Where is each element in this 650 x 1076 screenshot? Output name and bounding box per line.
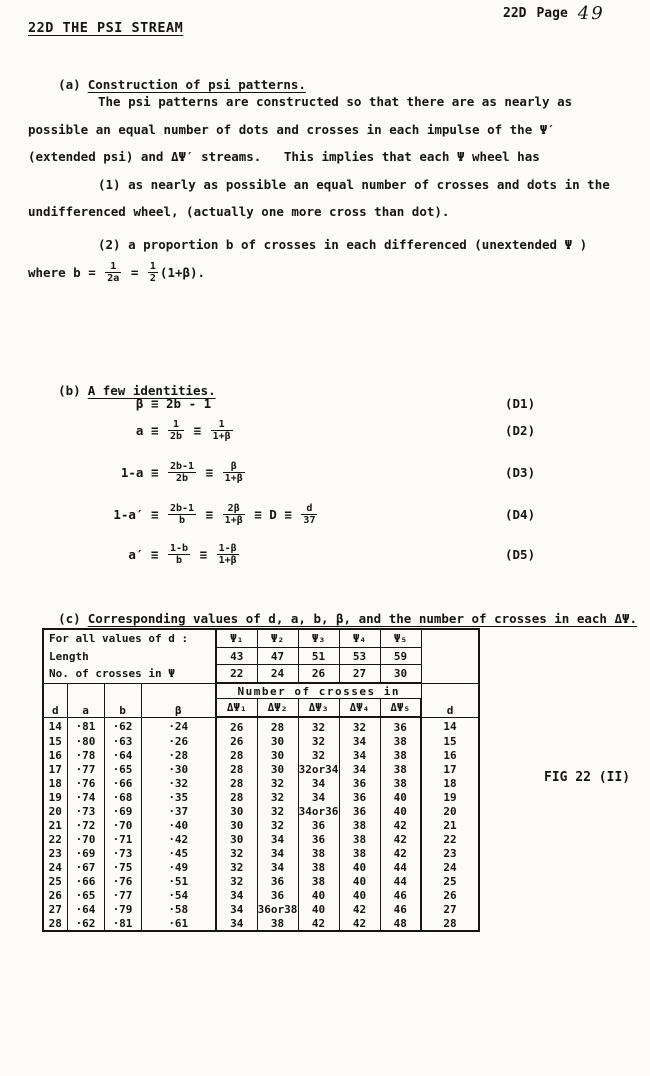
fraction: $\frac{\beta}{1+\beta}$: [224, 460, 243, 484]
table-cell: 42: [298, 916, 339, 931]
table-cell: 28: [43, 916, 67, 931]
equation-lhs: 1-a′ ≡: [113, 506, 166, 522]
table-cell: 38: [298, 874, 339, 888]
table-cell: 38: [257, 916, 298, 931]
table-cell: ·30: [141, 762, 216, 776]
table-cell: 30: [216, 832, 257, 846]
equation-text: ≡: [198, 464, 221, 480]
table-row-psi-headers: [43, 629, 479, 648]
table-cell: 36: [339, 776, 380, 790]
table-cell: 19: [43, 790, 67, 804]
table-cell: 38: [339, 818, 380, 832]
table-cell: ·37: [141, 804, 216, 818]
table-cell: ·40: [141, 818, 216, 832]
table-cell: 44: [380, 860, 421, 874]
section-a-label: (a): [58, 77, 81, 92]
table-cell: 34: [216, 888, 257, 902]
table-cell: 20: [421, 804, 479, 818]
table-cell: 38: [380, 762, 421, 776]
table-cell: 46: [380, 888, 421, 902]
table-cell: 20: [43, 804, 67, 818]
table-cell: 40: [298, 902, 339, 916]
length-value: 59: [380, 648, 421, 665]
psi-column-header: Ψ₂: [257, 629, 298, 648]
table-cell: 28: [216, 790, 257, 804]
table-cell: 34: [298, 776, 339, 790]
table-cell: ·79: [104, 902, 141, 916]
table-row: [43, 776, 479, 790]
table-cell: 38: [380, 748, 421, 762]
paragraph-line: (1) as nearly as possible an equal number of crosses and dots in the: [98, 176, 610, 192]
table-cell: 38: [339, 846, 380, 860]
fraction: $\frac{d}{37}$: [303, 502, 316, 526]
table-cell: 44: [380, 874, 421, 888]
table-cell: ·77: [104, 888, 141, 902]
table-cell: 19: [421, 790, 479, 804]
table-cell: 32: [216, 874, 257, 888]
table-cell: 48: [380, 916, 421, 931]
table-row: [43, 888, 479, 902]
table-cell: 26: [216, 717, 257, 734]
fraction: $\frac{1}{2}$: [149, 260, 156, 284]
table-cell: 18: [43, 776, 67, 790]
equation-text: ≡: [198, 506, 221, 522]
equation-lhs: β ≡: [135, 395, 166, 411]
fraction: $\frac{1-\beta}{1+\beta}$: [218, 542, 237, 566]
table-cell: 36: [339, 804, 380, 818]
table-cell: 36: [339, 790, 380, 804]
table-cell: ·73: [104, 846, 141, 860]
section-b-heading-text: A few identities.: [87, 383, 216, 398]
table-cell: 30: [216, 804, 257, 818]
page-header: [503, 3, 605, 24]
table-cell: ·62: [67, 916, 104, 931]
table-row: [43, 804, 479, 818]
table-cell: 26: [216, 734, 257, 748]
equation-text: =: [123, 264, 146, 280]
table-cell: 38: [380, 776, 421, 790]
table-row: [43, 902, 479, 916]
table-cell: ·64: [67, 902, 104, 916]
table-cell: ·69: [104, 804, 141, 818]
table-cell: 23: [43, 846, 67, 860]
psi-column-header: Ψ₄: [339, 629, 380, 648]
table-cell: 26: [43, 888, 67, 902]
document-title: 22D THE PSI STREAM: [28, 20, 184, 36]
table-cell: ·76: [67, 776, 104, 790]
table-cell: 34: [339, 734, 380, 748]
table-cell: ·42: [141, 832, 216, 846]
table-cell: 28: [421, 916, 479, 931]
fraction: $\frac{1}{2a}$: [107, 260, 120, 284]
table-cell: ·35: [141, 790, 216, 804]
equation-label: (D4): [505, 506, 536, 522]
equation-text: (1+β).: [159, 264, 206, 280]
table-row: [43, 818, 479, 832]
table-cell: 38: [298, 846, 339, 860]
table-cell: 18: [421, 776, 479, 790]
equation-label: (D2): [505, 422, 536, 438]
table-cell: ·69: [67, 846, 104, 860]
table-cell: ·65: [104, 762, 141, 776]
table-cell: 14: [421, 717, 479, 734]
table-cell: 38: [298, 860, 339, 874]
table-cell: 28: [216, 776, 257, 790]
table-cell: 42: [339, 902, 380, 916]
equation-d4: [108, 497, 319, 531]
table-cell: 34: [216, 916, 257, 931]
table-cell: 25: [43, 874, 67, 888]
table-row: [43, 717, 479, 734]
table-cell: 28: [216, 748, 257, 762]
table-cell: 32: [298, 748, 339, 762]
table-label: No. of crosses in Ψ: [43, 665, 216, 684]
table-cell: 14: [43, 717, 67, 734]
psi-column-header: Ψ₃: [298, 629, 339, 648]
table-cell: ·64: [104, 748, 141, 762]
table-cell: ·66: [104, 776, 141, 790]
table-cell: ·58: [141, 902, 216, 916]
table-cell: ·70: [104, 818, 141, 832]
column-header-b: b: [104, 683, 141, 717]
figure-label: FIG 22 (II): [544, 770, 631, 785]
table-cell: 34: [216, 902, 257, 916]
column-header-d-right: d: [421, 683, 479, 717]
equation-d3: [108, 455, 247, 489]
equation-lhs: 1-a ≡: [120, 464, 166, 480]
fraction: $\frac{1-b}{b}$: [170, 542, 189, 566]
table-cell: ·49: [141, 860, 216, 874]
fraction: $\frac{2b-1}{2b}$: [170, 460, 195, 484]
paragraph-line: The psi patterns are constructed so that there are as nearly as: [98, 94, 573, 109]
table-cell: ·65: [67, 888, 104, 902]
table-cell: 15: [43, 734, 67, 748]
table-cell: ·67: [67, 860, 104, 874]
table-cell: 34: [257, 832, 298, 846]
table-cell: ·77: [67, 762, 104, 776]
length-value: 43: [216, 648, 257, 665]
table-cell: 40: [339, 888, 380, 902]
table-cell: 34: [339, 748, 380, 762]
crosses-value: 24: [257, 665, 298, 684]
table-cell: ·54: [141, 888, 216, 902]
delta-psi-header: ΔΨ₂: [257, 699, 298, 718]
table-row: [43, 874, 479, 888]
table-cell: ·28: [141, 748, 216, 762]
table-row: [43, 846, 479, 860]
table-cell: 22: [421, 832, 479, 846]
table-cell: 42: [380, 818, 421, 832]
table-cell: 32: [216, 860, 257, 874]
table-row: [43, 762, 479, 776]
table-cell: 36: [298, 818, 339, 832]
delta-psi-header: ΔΨ₃: [298, 699, 339, 718]
section-b-label: (b): [58, 383, 81, 398]
equation-label: (D1): [505, 395, 536, 411]
table-row: [43, 790, 479, 804]
table-cell: 32: [257, 804, 298, 818]
table-cell: 27: [421, 902, 479, 916]
crosses-value: 22: [216, 665, 257, 684]
table-cell: 34or36: [298, 804, 339, 818]
table-cell: 40: [380, 790, 421, 804]
table-row: [43, 734, 479, 748]
table-cell: 40: [339, 874, 380, 888]
table-cell: ·66: [67, 874, 104, 888]
header-page-label: Page: [536, 6, 568, 21]
table-cell: ·32: [141, 776, 216, 790]
table-cell: ·71: [104, 832, 141, 846]
table-cell: 32: [257, 818, 298, 832]
table-cell: 42: [339, 916, 380, 931]
table-cell: 17: [421, 762, 479, 776]
table-cell: 24: [421, 860, 479, 874]
table-cell: 30: [257, 748, 298, 762]
column-header-d: d: [43, 683, 67, 717]
table-cell: 32: [257, 790, 298, 804]
table-cell: ·45: [141, 846, 216, 860]
table-cell: 15: [421, 734, 479, 748]
table-cell: ·51: [141, 874, 216, 888]
table-cell: 25: [421, 874, 479, 888]
table-cell: 16: [421, 748, 479, 762]
paragraph-line: (extended psi) and ΔΨ′ streams. This implies that each Ψ wheel has: [28, 149, 540, 164]
handwritten-page-number: 49: [577, 3, 605, 24]
delta-psi-header: ΔΨ₅: [380, 699, 421, 718]
table-cell: ·76: [104, 874, 141, 888]
table-cell: 30: [257, 762, 298, 776]
fraction: $\frac{1}{2b}$: [170, 418, 183, 442]
table-cell: ·74: [67, 790, 104, 804]
equation-text: ≡: [186, 422, 209, 438]
table-cell: 36: [257, 888, 298, 902]
table-cell: 34: [257, 860, 298, 874]
equation-text: where b =: [28, 264, 104, 280]
table-cell: ·26: [141, 734, 216, 748]
table-cell: ·70: [67, 832, 104, 846]
table-cell: 16: [43, 748, 67, 762]
fraction: $\frac{2\beta}{1+\beta}$: [224, 502, 243, 526]
table-cell: 23: [421, 846, 479, 860]
table-cell: 21: [421, 818, 479, 832]
table-cell: 36: [298, 832, 339, 846]
table-cell: 42: [380, 832, 421, 846]
section-a-heading-text: Construction of psi patterns.: [87, 77, 306, 92]
crosses-value: 27: [339, 665, 380, 684]
table-cell: 32: [298, 734, 339, 748]
table-cell: ·81: [67, 717, 104, 734]
column-header-a: a: [67, 683, 104, 717]
table-row-mid-header: [43, 683, 479, 699]
table-cell: 36: [257, 874, 298, 888]
table-cell: 32: [339, 717, 380, 734]
table-cell: 24: [43, 860, 67, 874]
table-cell: 38: [339, 832, 380, 846]
table-cell: 22: [43, 832, 67, 846]
table-cell: ·78: [67, 748, 104, 762]
table-cell: 32: [257, 776, 298, 790]
table-cell: 26: [421, 888, 479, 902]
table-row: [43, 748, 479, 762]
table-row: [43, 832, 479, 846]
table-cell: 28: [216, 762, 257, 776]
table-cell: 38: [380, 734, 421, 748]
crosses-value: 30: [380, 665, 421, 684]
table-cell: ·61: [141, 916, 216, 931]
fig22-table: [42, 628, 480, 932]
table-cell: 40: [380, 804, 421, 818]
crosses-value: 26: [298, 665, 339, 684]
table-cell: 32: [298, 717, 339, 734]
table-row: [43, 916, 479, 931]
fraction: $\frac{1}{1+\beta}$: [212, 418, 231, 442]
paragraph-line: (2) a proportion b of crosses in each differenced (unextended Ψ ): [98, 236, 588, 252]
header-section-number: 22D: [503, 6, 527, 21]
table-row: [43, 860, 479, 874]
table-cell: ·73: [67, 804, 104, 818]
table-cell: 30: [216, 818, 257, 832]
delta-psi-header: ΔΨ₁: [216, 699, 257, 718]
equation-d2: [108, 413, 235, 447]
table-label: Length: [43, 648, 216, 665]
table-cell: 40: [339, 860, 380, 874]
length-value: 47: [257, 648, 298, 665]
table-row-crosses: [43, 665, 479, 684]
table-cell: ·75: [104, 860, 141, 874]
table-cell: 34: [339, 762, 380, 776]
section-c-heading-text: Corresponding values of d, a, b, β, and the number of crosses in each ΔΨ.: [87, 611, 638, 626]
table-cell: 36: [380, 717, 421, 734]
table-blank-cell: [421, 629, 479, 683]
table-cell: 34: [298, 790, 339, 804]
table-cell: 46: [380, 902, 421, 916]
table-cell: 27: [43, 902, 67, 916]
length-value: 51: [298, 648, 339, 665]
number-of-crosses-header: Number of crosses in: [216, 683, 421, 699]
table-cell: 17: [43, 762, 67, 776]
paragraph-line: possible an equal number of dots and crosses in each impulse of the Ψ′: [28, 121, 555, 137]
table-cell: 21: [43, 818, 67, 832]
table-cell: 32: [216, 846, 257, 860]
table-cell: 32or34: [298, 762, 339, 776]
equation-lhs: a′ ≡: [128, 546, 166, 562]
table-row-lengths: [43, 648, 479, 665]
table-cell: 36or38: [257, 902, 298, 916]
table-cell: ·80: [67, 734, 104, 748]
table-cell: 40: [298, 888, 339, 902]
paragraph-line: undifferenced wheel, (actually one more cross than dot).: [28, 204, 450, 219]
table-cell: ·81: [104, 916, 141, 931]
length-value: 53: [339, 648, 380, 665]
table-cell: ·63: [104, 734, 141, 748]
fraction: $\frac{2b-1}{b}$: [170, 502, 195, 526]
equation-label: (D5): [505, 546, 536, 562]
equation-label: (D3): [505, 464, 536, 480]
table-cell: ·72: [67, 818, 104, 832]
table-cell: ·62: [104, 717, 141, 734]
table-label: For all values of d :: [43, 629, 216, 648]
table-cell: 28: [257, 717, 298, 734]
equation-text: ≡ D ≡: [246, 506, 300, 522]
psi-column-header: Ψ₁: [216, 629, 257, 648]
table-cell: 42: [380, 846, 421, 860]
where-b-formula: [28, 256, 205, 288]
equation-d5: [108, 537, 241, 571]
equation-lhs: a ≡: [135, 422, 166, 438]
column-header-beta: β: [141, 683, 216, 717]
psi-column-header: Ψ₅: [380, 629, 421, 648]
section-c-label: (c): [58, 611, 81, 626]
table-cell: 30: [257, 734, 298, 748]
equation-text: ≡: [192, 546, 215, 562]
table-cell: ·68: [104, 790, 141, 804]
section-a-paragraph: [28, 88, 628, 258]
equation-text: 2b - 1: [166, 395, 212, 411]
delta-psi-header: ΔΨ₄: [339, 699, 380, 718]
table-cell: 34: [257, 846, 298, 860]
table-cell: ·24: [141, 717, 216, 734]
